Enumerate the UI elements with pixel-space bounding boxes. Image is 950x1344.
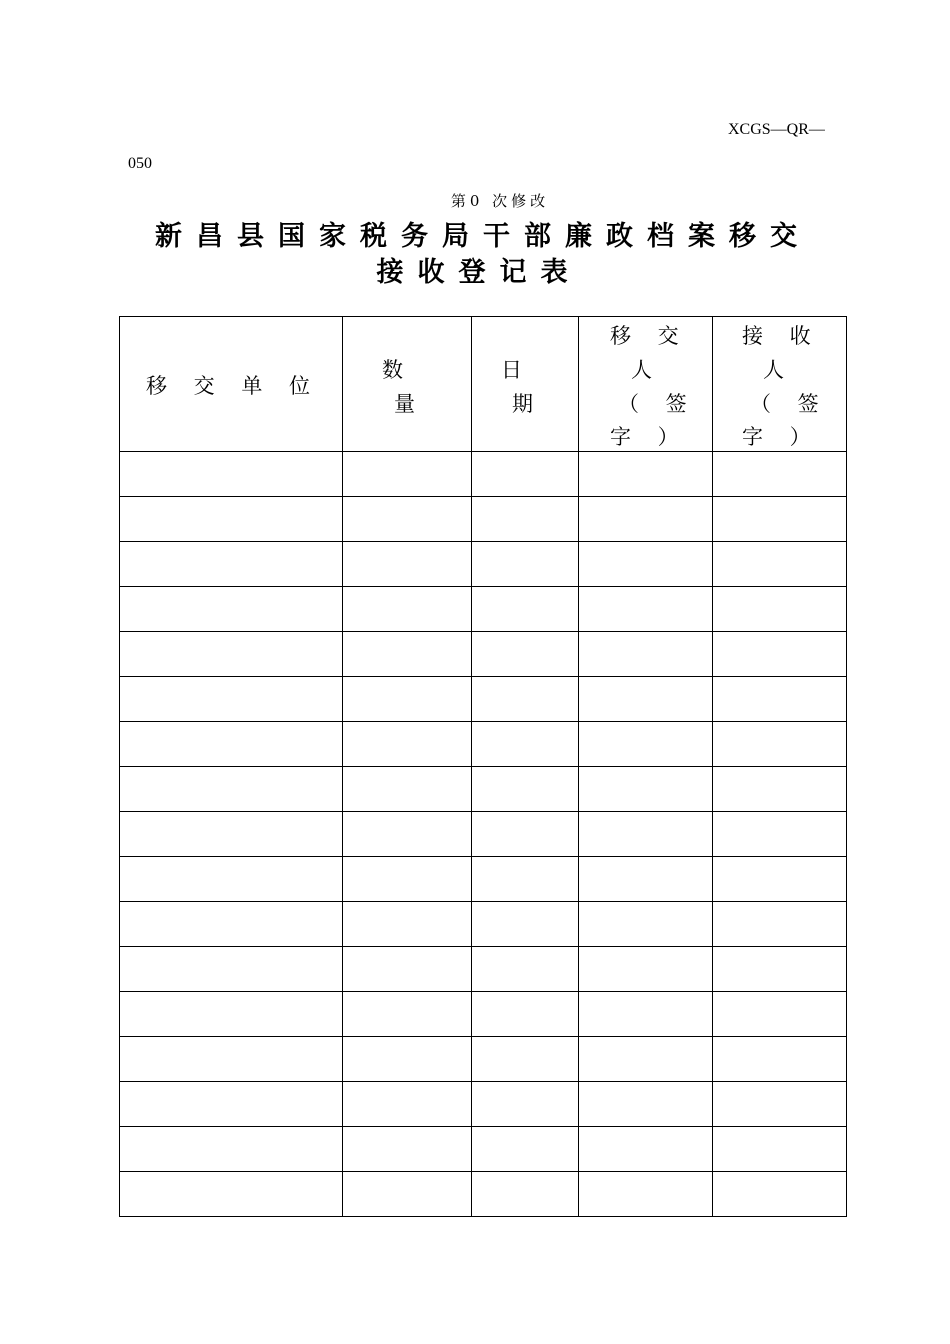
page-title-line2: 接收登记表 bbox=[376, 257, 582, 288]
cell-quantity bbox=[343, 1172, 472, 1217]
cell-date bbox=[472, 542, 579, 587]
cell-date bbox=[472, 497, 579, 542]
cell-sender-signature bbox=[579, 1082, 713, 1127]
cell-quantity bbox=[343, 767, 472, 812]
cell-receiver-signature bbox=[713, 542, 847, 587]
cell-quantity bbox=[343, 1127, 472, 1172]
header-date-label-1: 日 bbox=[501, 358, 532, 382]
table-row bbox=[120, 857, 847, 902]
header-sender-label-1: 移 交 bbox=[610, 324, 689, 348]
cell-sender-signature bbox=[579, 722, 713, 767]
table-row bbox=[120, 1037, 847, 1082]
table-row bbox=[120, 587, 847, 632]
cell-receiver-signature bbox=[713, 452, 847, 497]
cell-date bbox=[472, 632, 579, 677]
cell-date bbox=[472, 1127, 579, 1172]
cell-quantity bbox=[343, 1082, 472, 1127]
cell-unit bbox=[120, 1037, 343, 1082]
cell-unit bbox=[120, 902, 343, 947]
cell-quantity bbox=[343, 542, 472, 587]
cell-receiver-signature bbox=[713, 1172, 847, 1217]
table-row bbox=[120, 722, 847, 767]
cell-date bbox=[472, 812, 579, 857]
header-receiver-signature bbox=[713, 317, 847, 452]
cell-date bbox=[472, 1082, 579, 1127]
cell-date bbox=[472, 587, 579, 632]
cell-unit bbox=[120, 452, 343, 497]
cell-receiver-signature bbox=[713, 992, 847, 1037]
cell-receiver-signature bbox=[713, 632, 847, 677]
cell-receiver-signature bbox=[713, 1082, 847, 1127]
cell-receiver-signature bbox=[713, 902, 847, 947]
header-sender-label-4: 字 ） bbox=[610, 425, 689, 449]
header-unit-label: 移 交 单 位 bbox=[146, 374, 321, 398]
table-row bbox=[120, 812, 847, 857]
cell-sender-signature bbox=[579, 992, 713, 1037]
header-date bbox=[472, 317, 579, 452]
cell-quantity bbox=[343, 587, 472, 632]
cell-sender-signature bbox=[579, 947, 713, 992]
cell-date bbox=[472, 767, 579, 812]
header-quantity-label-2: 量 bbox=[394, 392, 425, 416]
cell-date bbox=[472, 992, 579, 1037]
header-sender-label-3: （ 签 bbox=[618, 392, 697, 416]
cell-date bbox=[472, 452, 579, 497]
header-date-label-2: 期 bbox=[512, 392, 543, 416]
cell-sender-signature bbox=[579, 497, 713, 542]
cell-sender-signature bbox=[579, 632, 713, 677]
header-receiver-label-3: （ 签 bbox=[750, 392, 829, 416]
cell-quantity bbox=[343, 812, 472, 857]
cell-unit bbox=[120, 542, 343, 587]
cell-sender-signature bbox=[579, 1127, 713, 1172]
table-row bbox=[120, 542, 847, 587]
cell-receiver-signature bbox=[713, 812, 847, 857]
register-table bbox=[119, 316, 847, 1217]
cell-quantity bbox=[343, 677, 472, 722]
table-row bbox=[120, 947, 847, 992]
table-row bbox=[120, 1127, 847, 1172]
cell-date bbox=[472, 1172, 579, 1217]
table-row bbox=[120, 767, 847, 812]
cell-unit bbox=[120, 1172, 343, 1217]
cell-quantity bbox=[343, 992, 472, 1037]
cell-unit bbox=[120, 587, 343, 632]
cell-sender-signature bbox=[579, 542, 713, 587]
document-code: XCGS—QR— bbox=[728, 121, 825, 138]
cell-sender-signature bbox=[579, 1172, 713, 1217]
header-sender-label-2: 人 bbox=[631, 358, 662, 382]
page-title: 新昌县国家税务局干部廉政档案移交 bbox=[155, 221, 811, 252]
cell-quantity bbox=[343, 452, 472, 497]
header-transfer-unit bbox=[120, 317, 343, 452]
cell-unit bbox=[120, 947, 343, 992]
cell-unit bbox=[120, 722, 343, 767]
cell-receiver-signature bbox=[713, 587, 847, 632]
table-row bbox=[120, 992, 847, 1037]
cell-quantity bbox=[343, 902, 472, 947]
cell-date bbox=[472, 677, 579, 722]
cell-receiver-signature bbox=[713, 1127, 847, 1172]
cell-sender-signature bbox=[579, 587, 713, 632]
cell-sender-signature bbox=[579, 677, 713, 722]
table-row bbox=[120, 1172, 847, 1217]
header-quantity bbox=[343, 317, 472, 452]
cell-receiver-signature bbox=[713, 722, 847, 767]
cell-unit bbox=[120, 497, 343, 542]
cell-sender-signature bbox=[579, 1037, 713, 1082]
cell-receiver-signature bbox=[713, 947, 847, 992]
cell-quantity bbox=[343, 1037, 472, 1082]
cell-sender-signature bbox=[579, 452, 713, 497]
cell-sender-signature bbox=[579, 857, 713, 902]
cell-quantity bbox=[343, 497, 472, 542]
table-body bbox=[120, 452, 847, 1217]
cell-unit bbox=[120, 632, 343, 677]
table-row bbox=[120, 677, 847, 722]
table-header-row bbox=[120, 317, 847, 452]
cell-quantity bbox=[343, 947, 472, 992]
cell-date bbox=[472, 1037, 579, 1082]
cell-unit bbox=[120, 767, 343, 812]
revision-note: 第0 次修改 bbox=[450, 192, 550, 210]
cell-sender-signature bbox=[579, 767, 713, 812]
cell-unit bbox=[120, 812, 343, 857]
cell-quantity bbox=[343, 632, 472, 677]
cell-unit bbox=[120, 1082, 343, 1127]
cell-receiver-signature bbox=[713, 1037, 847, 1082]
header-receiver-label-4: 字 ） bbox=[742, 425, 821, 449]
cell-receiver-signature bbox=[713, 857, 847, 902]
cell-receiver-signature bbox=[713, 677, 847, 722]
header-receiver-label-2: 人 bbox=[763, 358, 794, 382]
cell-receiver-signature bbox=[713, 767, 847, 812]
cell-receiver-signature bbox=[713, 497, 847, 542]
table-row bbox=[120, 632, 847, 677]
header-receiver-label-1: 接 收 bbox=[742, 324, 821, 348]
document-code-number: 050 bbox=[128, 155, 152, 172]
table-row bbox=[120, 902, 847, 947]
header-sender-signature bbox=[579, 317, 713, 452]
cell-quantity bbox=[343, 722, 472, 767]
cell-date bbox=[472, 902, 579, 947]
cell-quantity bbox=[343, 857, 472, 902]
table-row bbox=[120, 497, 847, 542]
cell-unit bbox=[120, 677, 343, 722]
cell-unit bbox=[120, 992, 343, 1037]
table-row bbox=[120, 1082, 847, 1127]
cell-date bbox=[472, 722, 579, 767]
cell-sender-signature bbox=[579, 812, 713, 857]
cell-date bbox=[472, 947, 579, 992]
cell-unit bbox=[120, 1127, 343, 1172]
header-quantity-label-1: 数 bbox=[382, 358, 413, 382]
cell-date bbox=[472, 857, 579, 902]
cell-sender-signature bbox=[579, 902, 713, 947]
cell-unit bbox=[120, 857, 343, 902]
table-row bbox=[120, 452, 847, 497]
